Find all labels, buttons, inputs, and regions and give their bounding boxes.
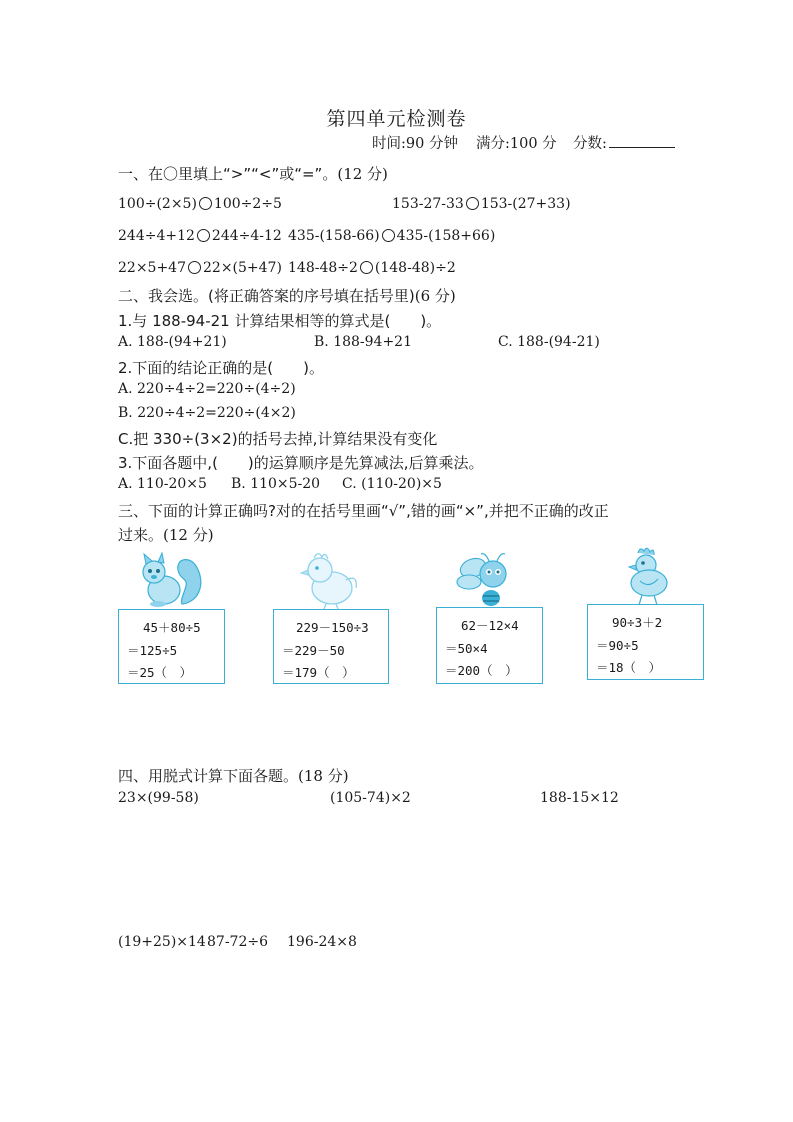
section2-heading (118, 285, 456, 306)
problem-item: 87-72÷6 (207, 934, 268, 950)
section1-heading-text: 一、在〇里填上“>”“<”或“=”。 (118, 165, 338, 183)
compare-right: 153-(27+33) (480, 196, 571, 212)
answer-circle-icon[interactable] (197, 229, 210, 242)
compare-item (118, 228, 282, 244)
section4-heading (118, 765, 349, 786)
chicken-icon (298, 548, 362, 610)
answer-circle-icon[interactable] (188, 261, 201, 274)
answer-circle-icon[interactable] (360, 261, 373, 274)
section2-heading-text: 二、我会选。(将正确答案的序号填在括号里) (118, 287, 415, 305)
compare-right: (148-48)÷2 (374, 260, 456, 276)
calc-line: 62－12×4 (461, 618, 519, 633)
calc-check-line[interactable]: ＝18（ ） (596, 660, 662, 675)
compare-right: 22×(5+47) (203, 260, 282, 276)
calc-line: ＝125÷5 (127, 643, 178, 658)
calc-line: ＝229－50 (282, 643, 345, 658)
calc-box (118, 609, 225, 684)
score-label: 分数: (573, 136, 607, 152)
full-score: 满分:100 分 (476, 136, 557, 152)
calc-line: ＝90÷5 (596, 638, 639, 653)
calc-line: 90÷3＋2 (612, 615, 663, 630)
calc-line: 45＋80÷5 (143, 620, 201, 635)
compare-right: 244÷4-12 (211, 228, 282, 244)
page-title: 第四单元检测卷 (326, 108, 467, 130)
option-b[interactable]: B. 220÷4÷2=220÷(4×2) (118, 405, 296, 421)
section4-heading-text: 四、用脱式计算下面各题。 (118, 767, 299, 785)
compare-left: 148-48÷2 (288, 260, 358, 276)
answer-circle-icon[interactable] (466, 197, 479, 210)
question-stem: 1.与 188-94-21 计算结果相等的算式是( )。 (118, 312, 442, 330)
calc-check-line[interactable]: ＝200（ ） (445, 663, 518, 678)
section3-heading: 三、下面的计算正确吗?对的在括号里画“√”,错的画“×”,并把不正确的改正 (118, 502, 609, 520)
compare-item (288, 260, 456, 276)
section3-heading-line2 (118, 524, 214, 545)
section2-points: (6 分) (414, 287, 456, 305)
score-field (573, 132, 675, 153)
option-b[interactable]: B. 110×5-20 (231, 476, 321, 492)
section1-heading (118, 163, 388, 184)
calc-box (436, 607, 543, 684)
squirrel-icon (130, 552, 210, 610)
compare-item (392, 196, 571, 212)
time-limit: 时间:90 分钟 (372, 136, 458, 152)
calc-check-line[interactable]: ＝25（ ） (127, 665, 193, 680)
option-b[interactable]: B. 188-94+21 (314, 334, 412, 350)
problem-item: 23×(99-58) (118, 790, 199, 806)
problem-item: 188-15×12 (540, 790, 619, 806)
calc-box (587, 604, 704, 680)
section3-points: (12 分) (163, 526, 214, 544)
compare-item (288, 228, 495, 244)
section3-heading-text: 过来。 (118, 526, 164, 544)
compare-left: 22×5+47 (118, 260, 186, 276)
problem-item: 196-24×8 (287, 934, 357, 950)
score-blank[interactable] (609, 133, 675, 148)
compare-item (118, 196, 282, 212)
problem-item: (19+25)×14 (118, 934, 206, 950)
option-c[interactable]: C. 188-(94-21) (498, 334, 600, 350)
bee-icon (455, 548, 519, 610)
option-c[interactable]: C.把 330÷(3×2)的括号去掉,计算结果没有变化 (118, 430, 438, 448)
calc-line: 229－150÷3 (296, 620, 369, 635)
option-a[interactable]: A. 188-(94+21) (118, 334, 227, 350)
answer-circle-icon[interactable] (199, 197, 212, 210)
option-a[interactable]: A. 220÷4÷2=220÷(4÷2) (118, 381, 296, 397)
hen-icon (616, 545, 678, 607)
question-stem: 3.下面各题中,( )的运算顺序是先算减法,后算乘法。 (118, 454, 484, 472)
compare-right: 435-(158+66) (396, 228, 496, 244)
option-a[interactable]: A. 110-20×5 (118, 476, 207, 492)
section1-points: (12 分) (337, 165, 388, 183)
calc-box (273, 609, 389, 684)
problem-item: (105-74)×2 (330, 790, 411, 806)
compare-left: 244÷4+12 (118, 228, 195, 244)
compare-left: 435-(158-66) (288, 228, 380, 244)
calc-check-line[interactable]: ＝179（ ） (282, 665, 355, 680)
question-stem: 2.下面的结论正确的是( )。 (118, 359, 325, 377)
compare-item (118, 260, 282, 276)
option-c[interactable]: C. (110-20)×5 (342, 476, 442, 492)
calc-line: ＝50×4 (445, 641, 488, 656)
answer-circle-icon[interactable] (382, 229, 395, 242)
compare-left: 153-27-33 (392, 196, 464, 212)
section4-points: (18 分) (298, 767, 349, 785)
compare-right: 100÷2÷5 (213, 196, 282, 212)
compare-left: 100÷(2×5) (118, 196, 197, 212)
